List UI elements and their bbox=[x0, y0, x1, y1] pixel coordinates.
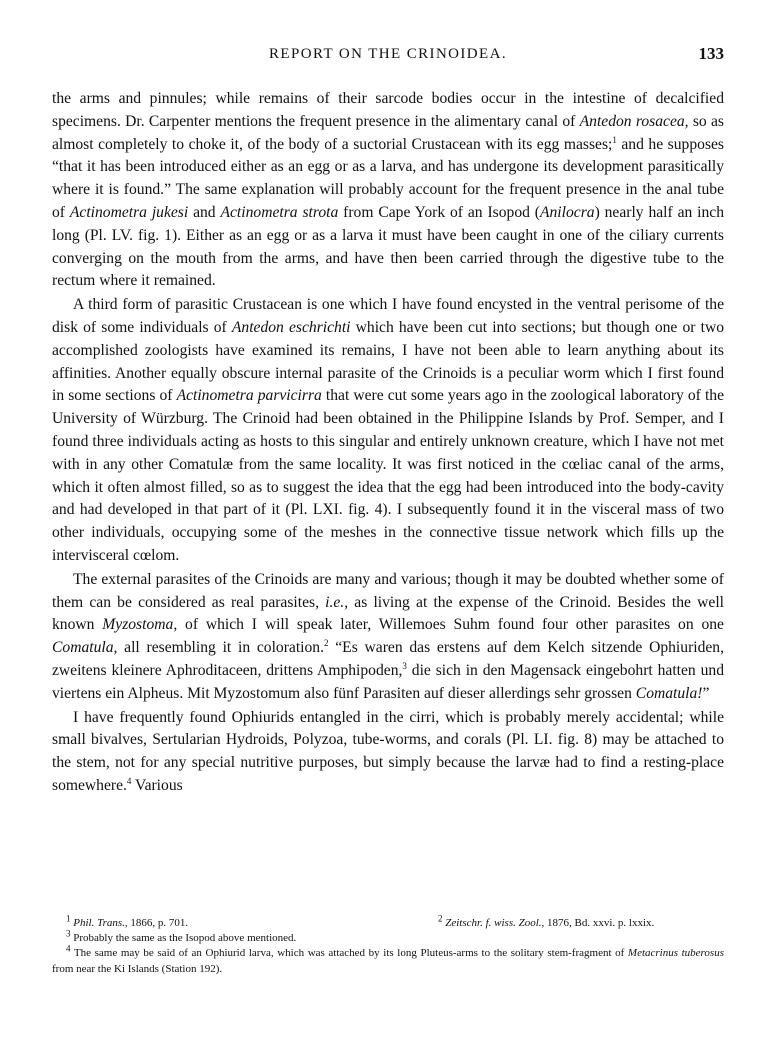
text-run: that were cut some years ago in the zoological laboratory of the University of Würzburg. The Crinoid had been obtained in the Philippine Islands by Prof. Semper, and I found three individuals acting as hosts to this singular and entirely unknown creature, which I have not met with in any other Comatulæ from the same locality. It was first noticed in the cœliac canal of the arms, which it often almost filled, so as to suggest the idea that the egg had been introduced into the body-cavity and had developed in that part of it (Pl. LXI. fig. 4). I subsequently found it in the visceral mass of two other individuals, occupying some of the meshes in the connective tissue network which fills up the intervisceral cœlom. bbox=[52, 387, 724, 564]
italic-run: Actinometra jukesi bbox=[69, 203, 189, 221]
paragraph-3 bbox=[52, 569, 724, 706]
text-run: “Es waren das erstens auf dem Kelch sitzende Ophiuriden, zweitens kleinere Aphroditaceen, drittens Amphipoden, bbox=[52, 639, 725, 679]
text-run: ” bbox=[702, 684, 710, 702]
text-run: A third form of parasitic Crustacean is one which I have found encysted in the ventral perisome of the disk of some individuals of bbox=[52, 296, 724, 336]
footnote-text: 1876, Bd. xxvi. p. lxxix. bbox=[544, 917, 655, 929]
text-run: and he supposes “that it has been introduced either as an egg or as a larva, and has undergone its development parasitically where it is found.” The same explanation will probably account for the frequent presence in the anal tube of bbox=[52, 135, 725, 221]
italic-run: Anilocra bbox=[539, 203, 595, 221]
italic-run: Actinometra parvicirra bbox=[176, 387, 322, 405]
footnote-2 bbox=[424, 913, 655, 931]
text-run: The external parasites of the Crinoids are many and various; though it may be doubted whether some of them can be considered as real parasites, bbox=[52, 570, 724, 611]
footnote-source: Phil. Trans., bbox=[73, 917, 128, 929]
footnote-text: from near the Ki Islands (Station 192). bbox=[52, 962, 223, 975]
footnote-mark: 3 bbox=[66, 928, 71, 939]
text-run: I have frequently found Ophiurids entangled in the cirri, which is probably merely accidental; while small bivalves, Sertularian Hydroids, Polyzoa, tube-worms, and corals (Pl. LI. fig. 8) may be attached to the stem, not for any special nutritive purposes, but simply because the larvæ had to find a resting-place somewhere. bbox=[52, 708, 724, 794]
text-run: ) nearly half an inch long (Pl. LV. fig. 1). Either as an egg or as a larva it must have been caught in one of the ciliary currents converging on the mouth from the arms, and have then been carried through the digestive tube to the rectum where it remained. bbox=[52, 203, 725, 290]
footnote-1 bbox=[52, 913, 424, 931]
text-run: which have been cut into sections; but though one or two accomplished zoologists have examined its remains, I have not been able to learn anything about its affinities. Another equally obscure internal parasite of the Crinoids is a peculiar worm which I first found in some sections of bbox=[52, 318, 725, 405]
text-run: die sich in den Magensack eingebohrt hatten und viertens ein Alpheus. Mit Myzostomum also fünf Parasiten auf dieser allerdings sehr grossen bbox=[52, 661, 724, 702]
footnote-text: The same may be said of an Ophiurid larva, which was attached by its long Pluteus-arms to the solitary stem-fragment of bbox=[70, 947, 628, 960]
running-header bbox=[52, 46, 724, 72]
text-run: and bbox=[188, 203, 221, 221]
italic-run: Antedon rosacea, bbox=[579, 112, 689, 130]
italic-run: Actinometra strota bbox=[220, 203, 339, 221]
paragraph-4 bbox=[52, 707, 724, 798]
footnotes bbox=[52, 913, 724, 977]
paragraph-2 bbox=[52, 294, 724, 568]
footnote-ref: 2 bbox=[324, 637, 329, 648]
italic-run: Comatula, bbox=[52, 639, 118, 657]
footnote-row bbox=[52, 913, 724, 931]
text-run: all resembling it in coloration. bbox=[117, 639, 324, 657]
italic-run: Myzostoma, bbox=[102, 616, 178, 634]
footnote-species: Metacrinus tuberosus bbox=[627, 947, 724, 960]
footnote-ref: 4 bbox=[126, 775, 132, 786]
text-run: from Cape York of an Isopod ( bbox=[338, 203, 540, 221]
footnote-source: Zeitschr. f. wiss. Zool., bbox=[445, 917, 545, 929]
footnote-mark: 1 bbox=[66, 913, 71, 924]
footnote-ref: 1 bbox=[612, 134, 617, 145]
body-text bbox=[52, 88, 724, 798]
page-number: 133 bbox=[698, 44, 724, 63]
text-run: of which I will speak later, Willemoes Suhm found four other parasites on one bbox=[177, 616, 724, 634]
text-run: as living at the expense of the Crinoid. Besides the well known bbox=[52, 593, 724, 634]
running-title: REPORT ON THE CRINOIDEA. bbox=[269, 46, 507, 62]
paragraph-1 bbox=[52, 88, 724, 293]
footnote-3 bbox=[52, 928, 724, 946]
text-run: Various bbox=[131, 776, 183, 794]
footnote-ref: 3 bbox=[402, 660, 407, 671]
italic-run: Comatula! bbox=[635, 684, 703, 702]
text-run: the arms and pinnules; while remains of their sarcode bodies occur in the intestine of decalcified specimens. Dr. Carpenter mentions the frequent presence in the alimentary canal of bbox=[52, 90, 724, 130]
italic-run: i.e., bbox=[325, 593, 349, 611]
footnote-text: 1866, p. 701. bbox=[127, 917, 189, 929]
footnote-mark: 2 bbox=[438, 913, 443, 924]
footnote-4 bbox=[52, 943, 724, 976]
text-run: so as almost completely to choke it, of the body of a suctorial Crustacean with its egg masses; bbox=[52, 112, 724, 153]
italic-run: Antedon eschrichti bbox=[231, 318, 351, 336]
footnote-text: Probably the same as the Isopod above mentioned. bbox=[70, 932, 297, 945]
footnote-mark: 4 bbox=[66, 943, 71, 954]
